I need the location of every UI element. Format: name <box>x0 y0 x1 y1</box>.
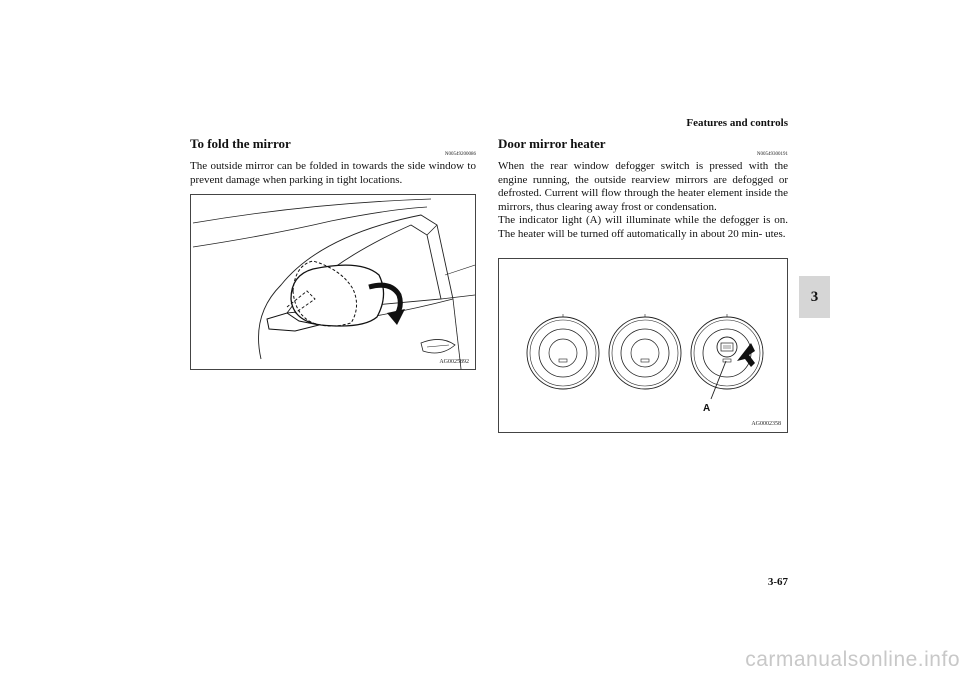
section-title-mirror-heater: Door mirror heater <box>498 136 606 151</box>
watermark: carmanualsonline.info <box>745 648 960 671</box>
section-code-fold-mirror: N00549200086 <box>444 152 476 157</box>
figure-fold-mirror <box>190 194 476 370</box>
running-header: Features and controls <box>686 117 788 129</box>
dial-left <box>527 314 599 389</box>
section-code-mirror-heater: N00549300191 <box>756 152 788 157</box>
mirror-illustration <box>191 195 475 369</box>
body-text-mirror-heater-2: The indicator light (A) will illuminate while the defogger is on. The heater will be turned off automatically in about 20 min- utes. <box>498 214 788 240</box>
chapter-tab: 3 <box>799 276 830 318</box>
page-number: 3-67 <box>767 576 788 588</box>
section-title-fold-mirror: To fold the mirror <box>190 136 291 151</box>
figure-id-mirror-heater: AG0002358 <box>751 421 781 427</box>
figure-mirror-heater <box>498 258 788 433</box>
figure-id-fold-mirror: AG0025892 <box>439 359 469 365</box>
dial-middle <box>609 314 681 389</box>
dial-right-defogger <box>691 314 763 399</box>
callout-label-a: A <box>703 403 711 414</box>
body-text-mirror-heater-1: When the rear window defogger switch is pressed with the engine running, the outside rearview mirrors are defogged or defrosted. Current will flow through the heater element inside the mirrors, thus clearing away frost or condensation. <box>498 160 788 213</box>
dial-switch-illustration <box>499 259 787 432</box>
body-text-fold-mirror: The outside mirror can be folded in towards the side window to prevent damage when parking in tight locations. <box>190 160 476 186</box>
